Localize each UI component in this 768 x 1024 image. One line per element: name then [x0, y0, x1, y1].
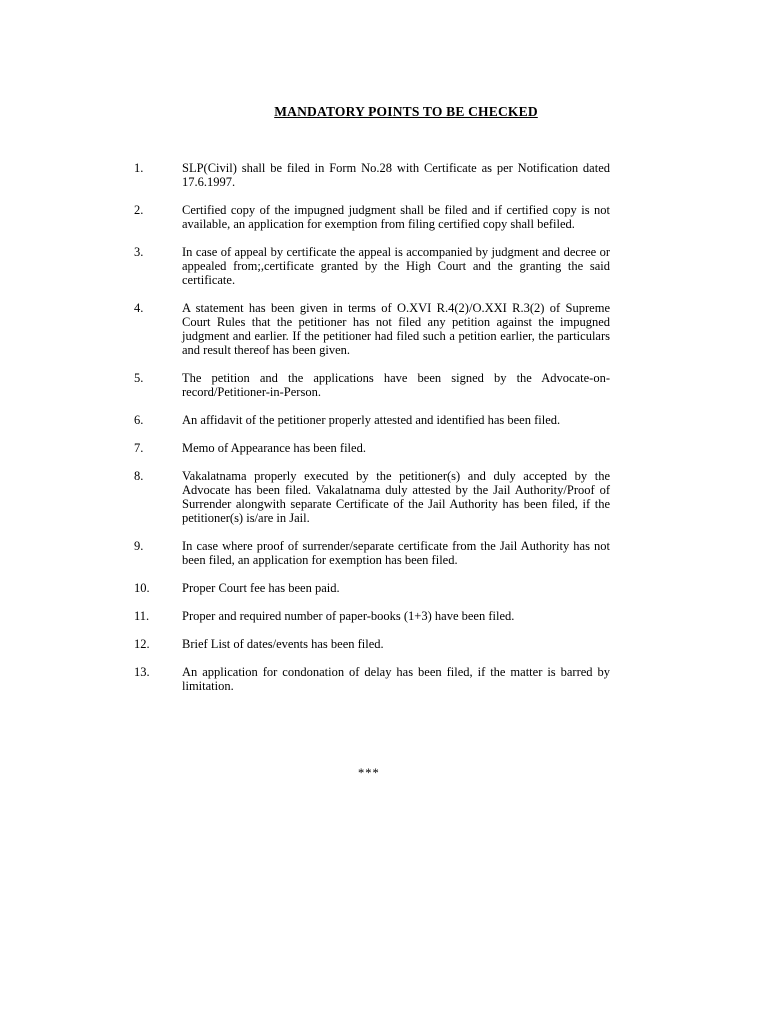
- checklist-item: [0, 203, 768, 231]
- checklist-item: [0, 581, 768, 595]
- checklist-item: [0, 161, 768, 189]
- item-text: In case where proof of surrender/separate certificate from the Jail Authority has not been filed, an application for exemption has been filed.: [182, 539, 610, 567]
- item-number: 2.: [134, 203, 144, 217]
- checklist-item: [0, 413, 768, 427]
- item-text: Certified copy of the impugned judgment shall be filed and if certified copy is not available, an application for exemption from filing certified copy shall befiled.: [182, 203, 610, 231]
- checklist-item: [0, 637, 768, 651]
- item-text: Memo of Appearance has been filed.: [182, 441, 366, 455]
- item-text: Vakalatnama properly executed by the petitioner(s) and duly accepted by the Advocate has been filed. Vakalatnama duly attested by the Jail Authority/Proof of Surrender alongwith separate Certificate of the Jail Authority has been filed, if the petitioner(s) is/are in Jail.: [182, 469, 610, 525]
- checklist-item: [0, 609, 768, 623]
- checklist: [0, 161, 768, 707]
- item-number: 9.: [134, 539, 144, 553]
- item-number: 10.: [134, 581, 150, 595]
- item-number: 11.: [134, 609, 150, 623]
- item-number: 12.: [134, 637, 150, 651]
- item-number: 1.: [134, 161, 144, 175]
- item-text: Proper and required number of paper-books (1+3) have been filed.: [182, 609, 515, 623]
- checklist-item: [0, 441, 768, 455]
- checklist-item: [0, 539, 768, 567]
- document-title: MANDATORY POINTS TO BE CHECKED: [274, 104, 538, 119]
- checklist-item: [0, 301, 768, 357]
- checklist-item: [0, 245, 768, 287]
- item-text: An affidavit of the petitioner properly attested and identified has been filed.: [182, 413, 561, 427]
- checklist-item: [0, 665, 768, 693]
- item-number: 8.: [134, 469, 144, 483]
- item-number: 3.: [134, 245, 144, 259]
- checklist-item: [0, 469, 768, 525]
- item-text: SLP(Civil) shall be filed in Form No.28 with Certificate as per Notification dated 17.6.1997.: [182, 161, 610, 189]
- item-text: Proper Court fee has been paid.: [182, 581, 340, 595]
- item-text: The petition and the applications have been signed by the Advocate-on-record/Petitioner-in-Person.: [182, 371, 610, 399]
- item-text: In case of appeal by certificate the appeal is accompanied by judgment and decree or appealed from;,certificate granted by the High Court and the granting the said certificate.: [182, 245, 610, 287]
- item-text: Brief List of dates/events has been filed.: [182, 637, 384, 651]
- item-number: 13.: [134, 665, 150, 679]
- item-number: 6.: [134, 413, 144, 427]
- item-number: 4.: [134, 301, 144, 315]
- end-mark: ***: [358, 766, 380, 780]
- checklist-item: [0, 371, 768, 399]
- item-text: An application for condonation of delay has been filed, if the matter is barred by limitation.: [182, 665, 610, 693]
- item-text: A statement has been given in terms of O.XVI R.4(2)/O.XXI R.3(2) of Supreme Court Rules that the petitioner has not filed any petition against the impugned judgment and earlier. If the petitioner had filed such a petition earlier, the particulars and result thereof has been given.: [182, 301, 610, 357]
- item-number: 7.: [134, 441, 144, 455]
- item-number: 5.: [134, 371, 144, 385]
